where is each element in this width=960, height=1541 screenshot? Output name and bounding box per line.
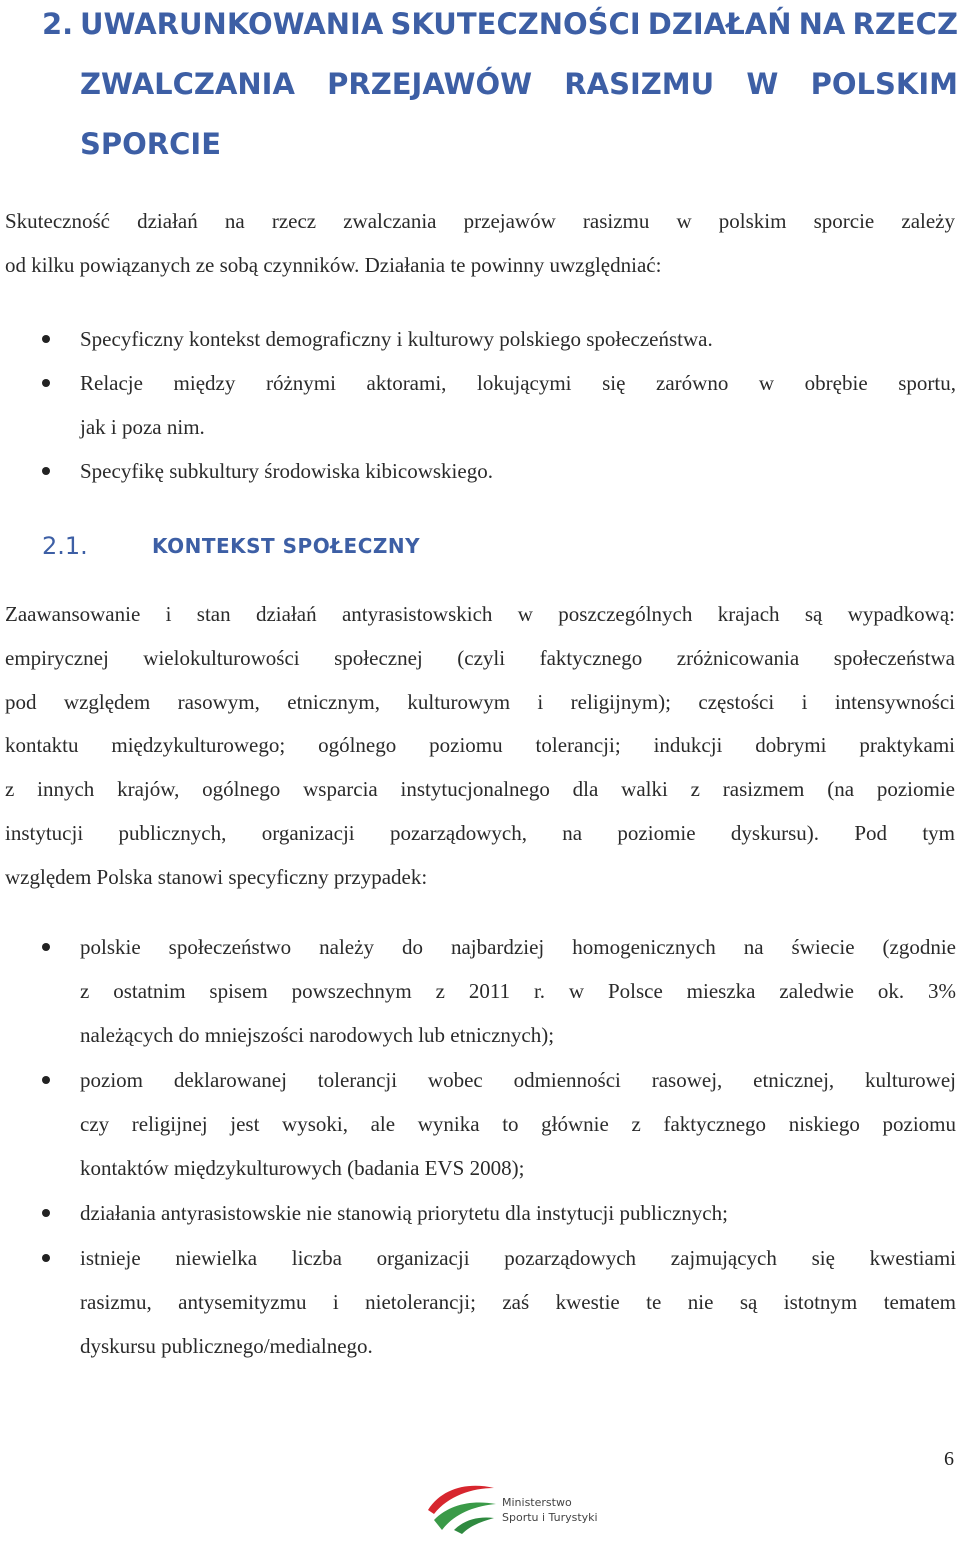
heading-word: SKUTECZNOŚCI <box>390 7 641 41</box>
list-item-line: jak i poza nim. <box>80 415 205 439</box>
heading-line-1 <box>0 4 958 64</box>
list-item-line: dyskursu publicznego/medialnego. <box>80 1334 373 1358</box>
heading-word: UWARUNKOWANIA <box>80 7 384 41</box>
paragraph-line: pod względem rasowym, etnicznym, kulturowym i religijnym); częstości i intensywności <box>5 689 955 714</box>
ministry-name <box>502 1495 598 1525</box>
list-item <box>0 925 956 1057</box>
section-title: KONTEKST SPOŁECZNY <box>152 534 421 558</box>
factors-list <box>0 317 956 493</box>
bullet-icon <box>42 335 50 343</box>
list-item <box>0 361 956 449</box>
paragraph-line: od kilku powiązanych ze sobą czynników. Działania te powinny uwzględniać: <box>5 252 662 277</box>
heading-word: DZIAŁAŃ <box>647 7 792 41</box>
list-item <box>0 1236 956 1368</box>
paragraph-line: względem Polska stanowi specyficzny przypadek: <box>5 864 428 889</box>
bullet-icon <box>42 943 50 951</box>
list-item <box>0 1191 956 1235</box>
heading-word: POLSKIM <box>810 67 958 101</box>
list-item-line: Specyficzny kontekst demograficzny i kulturowy polskiego społeczeństwa. <box>80 327 713 351</box>
list-item-line: Specyfikę subkultury środowiska kibicowskiego. <box>80 459 493 483</box>
list-item-line: Relacje między różnymi aktorami, lokującymi się zarówno w obrębie sportu, <box>80 371 956 395</box>
heading-line-2 <box>0 64 958 124</box>
list-item <box>0 317 956 361</box>
heading-number: 2. <box>42 7 74 41</box>
list-item-line: kontaktów międzykulturowych (badania EVS 2008); <box>80 1156 525 1180</box>
list-item-line: należących do mniejszości narodowych lub etnicznych); <box>80 1023 555 1047</box>
bullet-icon <box>42 1209 50 1217</box>
bullet-icon <box>42 1076 50 1084</box>
list-item <box>0 449 956 493</box>
list-item-line: poziom deklarowanej tolerancji wobec odmienności rasowej, etnicznej, kulturowej <box>80 1068 956 1092</box>
list-item-line: z ostatnim spisem powszechnym z 2011 r. w Polsce mieszka zaledwie ok. 3% <box>80 979 956 1003</box>
ministry-name-line: Sportu i Turystyki <box>502 1511 598 1524</box>
list-item-line: rasizmu, antysemityzmu i nietolerancji; zaś kwestie te nie są istotnym tematem <box>80 1290 956 1314</box>
chapter-heading <box>0 4 958 184</box>
heading-word: PRZEJAWÓW <box>327 67 533 101</box>
bullet-icon <box>42 467 50 475</box>
context-paragraph <box>5 593 955 900</box>
heading-word: RZECZ <box>852 7 958 41</box>
heading-word: RASIZMU <box>564 67 715 101</box>
heading-word: ZWALCZANIA <box>80 67 295 101</box>
context-list <box>0 925 956 1368</box>
heading-word: W <box>746 67 779 101</box>
paragraph-line: kontaktu międzykulturowego; ogólnego poziomu tolerancji; indukcji dobrymi praktykami <box>5 733 955 758</box>
list-item-line: istnieje niewielka liczba organizacji pozarządowych zajmujących się kwestiami <box>80 1246 956 1270</box>
list-item-line: polskie społeczeństwo należy do najbardziej homogenicznych na świecie (zgodnie <box>80 935 956 959</box>
bullet-icon <box>42 1254 50 1262</box>
ministry-emblem-icon <box>424 1480 500 1536</box>
section-number: 2.1. <box>42 532 88 560</box>
bullet-icon <box>42 379 50 387</box>
paragraph-line: Skuteczność działań na rzecz zwalczania przejawów rasizmu w polskim sporcie zależy <box>5 209 955 233</box>
list-item <box>0 1058 956 1190</box>
intro-paragraph <box>5 200 955 288</box>
ministry-logo <box>424 1480 598 1536</box>
section-heading <box>42 526 420 566</box>
page-number: 6 <box>944 1448 954 1470</box>
heading-line-3: SPORCIE <box>80 127 222 161</box>
list-item-line: działania antyrasistowskie nie stanowią priorytetu dla instytucji publicznych; <box>80 1201 728 1225</box>
paragraph-line: z innych krajów, ogólnego wsparcia instytucjonalnego dla walki z rasizmem (na poziomie <box>5 777 955 802</box>
paragraph-line: instytucji publicznych, organizacji pozarządowych, na poziomie dyskursu). Pod tym <box>5 820 955 845</box>
ministry-name-line: Ministerstwo <box>502 1496 572 1509</box>
paragraph-line: Zaawansowanie i stan działań antyrasistowskich w poszczególnych krajach są wypadkową: <box>5 602 955 626</box>
list-item-line: czy religijnej jest wysoki, ale wynika to głównie z faktycznego niskiego poziomu <box>80 1112 956 1136</box>
paragraph-line: empirycznej wielokulturowości społecznej (czyli faktycznego zróżnicowania społeczeństwa <box>5 645 955 670</box>
heading-word: NA <box>798 7 846 41</box>
